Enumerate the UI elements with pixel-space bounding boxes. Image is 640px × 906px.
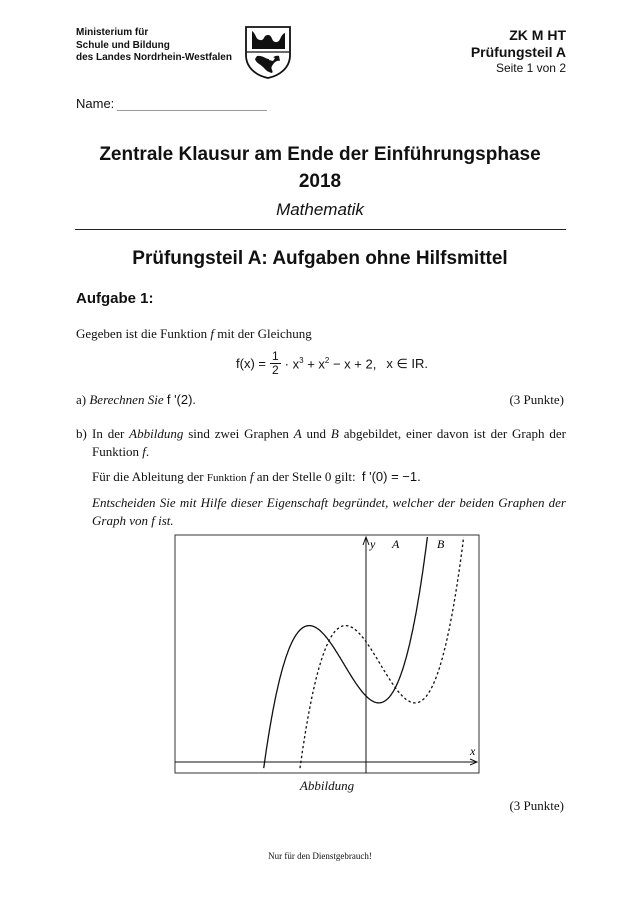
part-b-line1: In der Abbildung sind zwei Graphen A und B abgebildet, einer davon ist der Graph der	[92, 426, 566, 441]
part-b-instruction-line2: Graph von f ist.	[92, 513, 174, 528]
graph-a-curve	[264, 537, 428, 768]
section-title: Prüfungsteil A: Aufgaben ohne Hilfsmittel	[132, 248, 508, 269]
part-a: a) Berechnen Sie f '(2).	[76, 392, 196, 407]
y-axis-label: y	[370, 537, 376, 551]
name-label: Name:	[76, 96, 115, 111]
nrw-coat-of-arms-icon	[243, 25, 293, 79]
graph-a-label: A	[392, 537, 400, 551]
title-divider	[75, 229, 566, 230]
footer-note: Nur für den Dienstgebrauch!	[268, 851, 372, 861]
exam-title: Zentrale Klausur am Ende der Einführungsphase	[99, 144, 541, 165]
document-code-block	[471, 27, 566, 76]
figure-caption: Abbildung	[299, 778, 355, 793]
exam-part: Prüfungsteil A	[470, 44, 566, 60]
part-b-line2: Funktion f.	[92, 444, 150, 459]
task-heading: Aufgabe 1:	[76, 290, 154, 307]
function-graphs-figure	[174, 534, 480, 774]
part-b-label: b)	[76, 426, 87, 441]
subject: Mathematik	[276, 200, 364, 219]
part-b-points: (3 Punkte)	[509, 798, 564, 813]
function-equation: f(x) = $\frac{1}{2}$ · $x^3 + x^2 - x + 2$, x ∈ IR.	[236, 349, 429, 377]
ministry-name: Ministerium für Schule und Bildung des Landes Nordrhein-Westfalen	[76, 27, 232, 63]
fraction-one-half: $\frac{1}{2}$	[271, 349, 279, 377]
figure-frame	[175, 535, 479, 773]
page-number: Seite 1 von 2	[495, 61, 566, 75]
part-a-points: (3 Punkte)	[509, 392, 564, 407]
document-code: ZK M HT	[509, 27, 566, 43]
exam-year: 2018	[298, 171, 342, 192]
part-b-instruction-line1: Entscheiden Sie mit Hilfe dieser Eigenschaft begründet, welcher der beiden Graphen der	[92, 495, 566, 510]
derivative-condition: Für die Ableitung der Funktion f an der Stelle 0 gilt: f '(0) = −1.	[92, 469, 421, 484]
name-field[interactable]	[117, 110, 267, 111]
graph-b-curve	[300, 537, 464, 768]
graph-b-label: B	[437, 537, 445, 551]
task-intro: Gegeben ist die Funktion f mit der Gleichung	[76, 326, 312, 341]
x-axis-label: x	[470, 744, 476, 758]
